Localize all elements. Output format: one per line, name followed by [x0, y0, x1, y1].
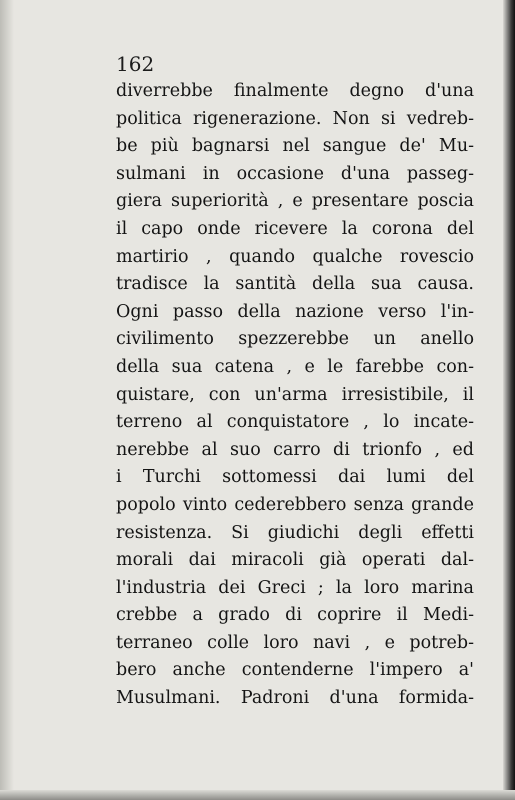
page-edge	[503, 0, 515, 800]
text-line: terreno al conquistatore , lo incate-	[116, 412, 474, 433]
gutter-shadow	[0, 0, 14, 800]
text-line: Ogni passo della nazione verso l'in-	[116, 301, 474, 322]
text-line: martirio , quando qualche rovescio	[116, 246, 474, 267]
text-line: resistenza. Si giudichi degli effetti	[116, 522, 474, 543]
text-line: tradisce la santità della sua causa.	[116, 274, 474, 295]
text-line: morali dai miracoli già operati dal-	[116, 550, 474, 571]
text-line: l'industria dei Greci ; la loro marina	[116, 577, 474, 598]
text-line: giera superiorità , e presentare poscia	[116, 191, 474, 212]
text-line: be più bagnarsi nel sangue de' Mu-	[116, 136, 474, 157]
page-number: 162	[116, 52, 155, 76]
page-bottom-edge	[0, 790, 515, 800]
text-line: crebbe a grado di coprire il Medi-	[116, 605, 474, 626]
text-line: Musulmani. Padroni d'una formida-	[116, 688, 474, 709]
text-line: civilimento spezzerebbe un anello	[116, 329, 474, 350]
text-line: popolo vinto cederebbero senza grande	[116, 494, 474, 515]
text-line: politica rigenerazione. Non si vedreb-	[116, 108, 474, 129]
text-line: terraneo colle loro navi , e potreb-	[116, 632, 474, 653]
text-line: quistare, con un'arma irresistibile, il	[116, 384, 474, 405]
text-line: il capo onde ricevere la corona del	[116, 218, 474, 239]
text-line: sulmani in occasione d'una passeg-	[116, 163, 474, 184]
text-line: nerebbe al suo carro di trionfo , ed	[116, 439, 474, 460]
body-text	[116, 78, 474, 713]
text-line: diverrebbe finalmente degno d'una	[116, 81, 474, 101]
text-line: della sua catena , e le farebbe con-	[116, 356, 474, 377]
text-line: i Turchi sottomessi dai lumi del	[116, 467, 474, 488]
text-line: bero anche contenderne l'impero a'	[116, 660, 474, 681]
